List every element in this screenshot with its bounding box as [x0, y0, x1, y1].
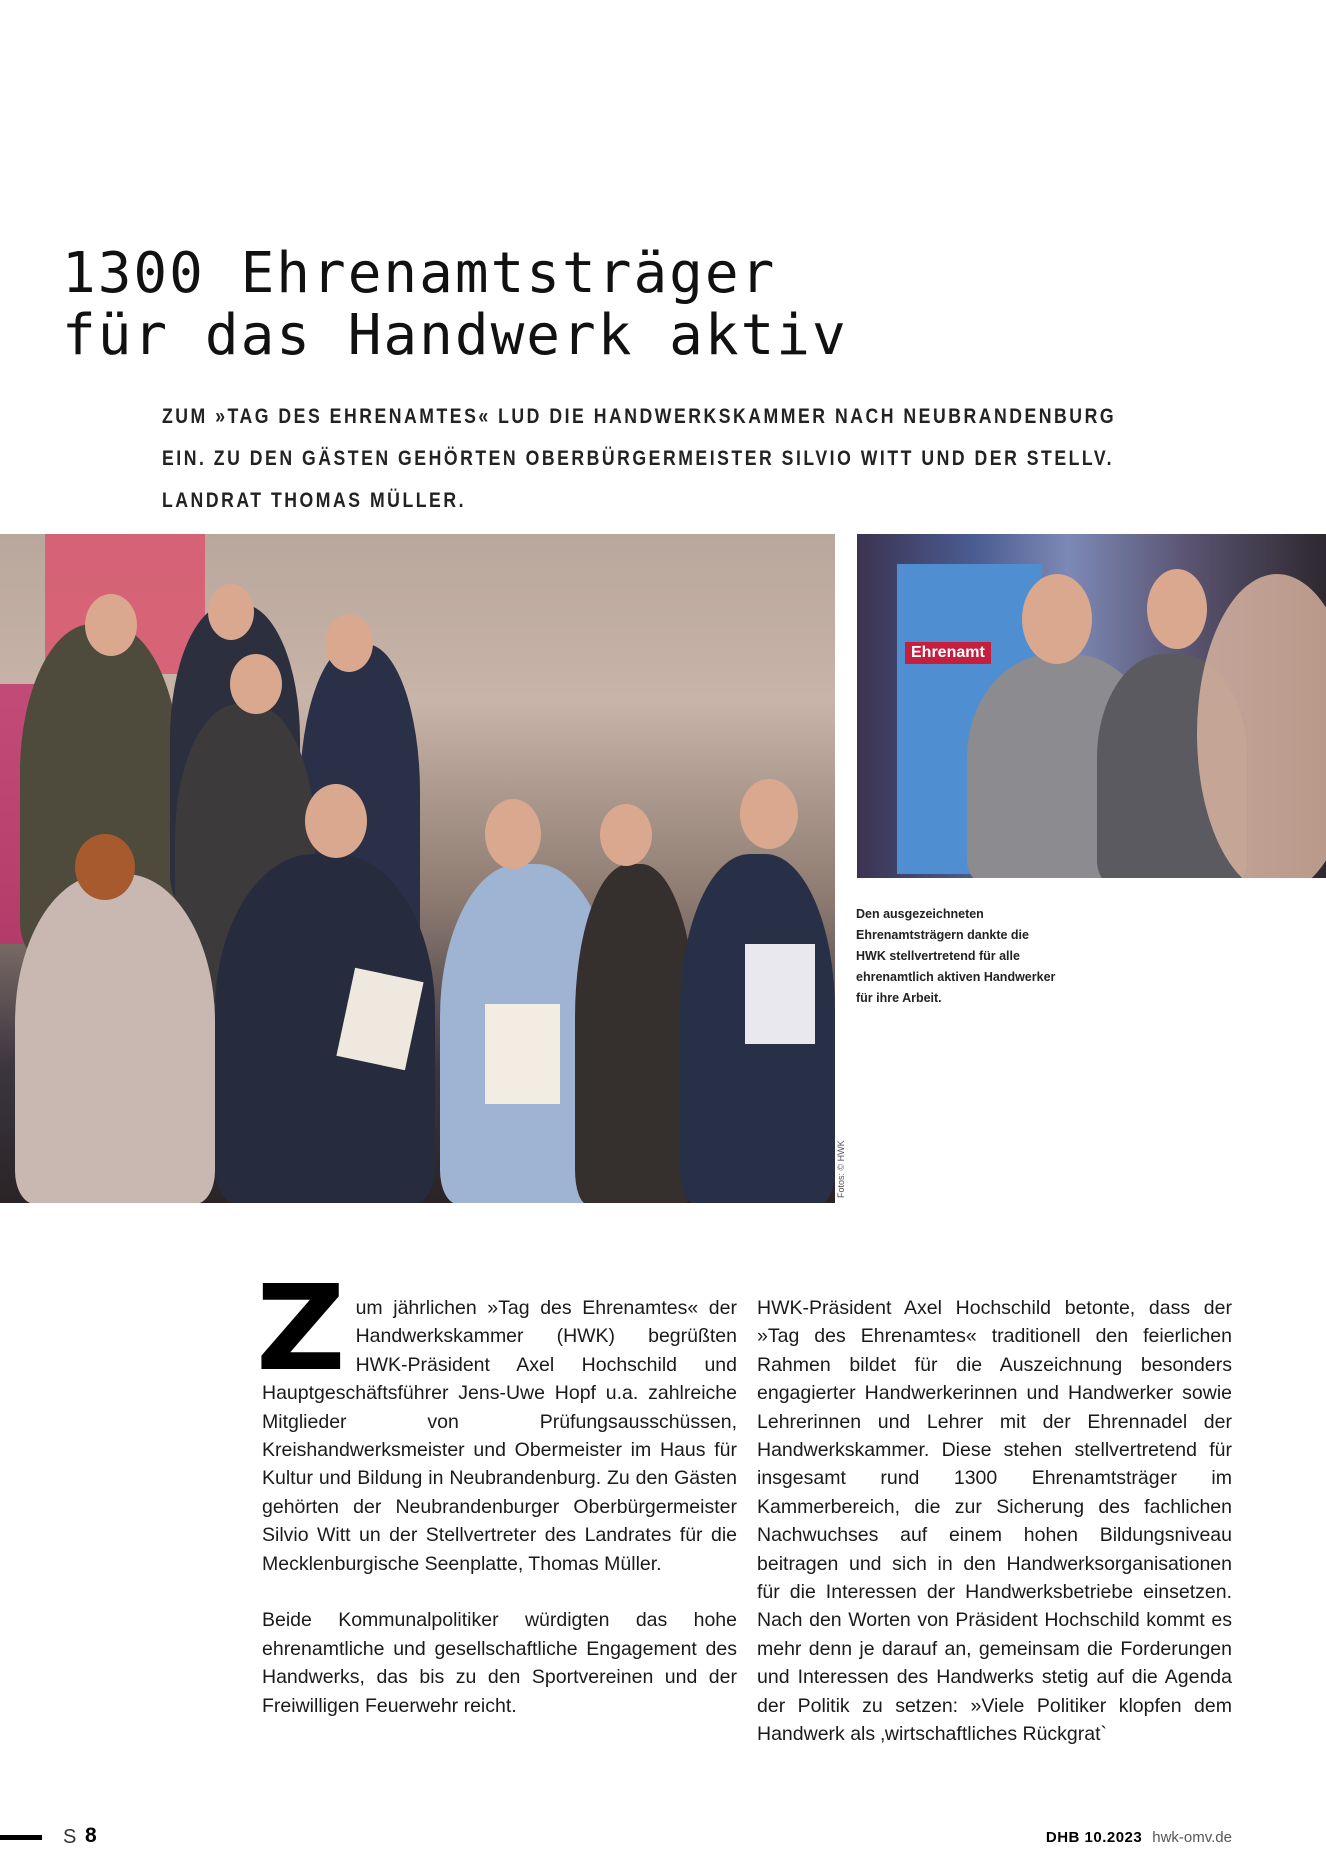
paragraph-3: HWK-Präsident Axel Hochschild betonte, dass der »Tag des Ehrenamtes« traditionell den feierlichen Rahmen bildet für die Auszeichnung besonders engagierter Handwerkerinnen und Handwerker sowie Lehrerinnen und Lehrer mit der Ehrennadel der Handwerkskammer. Diese stehen stellvertretend für insgesamt rund 1300 Ehrenamtsträger im Kammerbereich, die zur Sicherung des fachlichen Nachwuchses auf einem hohen Bildungsniveau beitragen und sich in den Handwerksorganisationen für die Interessen der Handwerksbetriebe einsetzen. Nach den Worten von Präsident Hochschild kommt es mehr denn je darauf an, gemeinsam die Forderungen und Interessen des Handwerks stetig auf die Agenda der Politik zu setzen: »Viele Politiker klopfen dem Handwerk als ‚wirtschaftliches Rückgrat` — [757, 1297, 1232, 1746]
paragraph-1-text: um jährlichen »Tag des Ehrenamtes« der Handwerkskammer (HWK) begrüßten HWK-Präsident Axel Hochschild und Hauptgeschäftsführer Jens-Uwe Hopf u.a. zahlreiche Mitglieder von Prüfungsausschüssen, Kreishandwerksmeister und Obermeister im Haus für Kultur und Bildung in Neubrandenburg. Zu den Gästen gehörten der Neubrandenburger Oberbürgermeister Silvio Witt un der Stellvertreter des Landrates für die Mecklenburgische Seenplatte, Thomas Müller. — [262, 1297, 737, 1575]
website-label: hwk-omv.de — [1152, 1829, 1232, 1846]
footer-rule — [0, 1835, 42, 1840]
page-prefix: S — [63, 1826, 77, 1848]
footer-publication — [1046, 1829, 1232, 1846]
paragraph-2: Beide Kommunalpolitiker würdigten das hohe ehrenamtliche und gesellschaftliche Engagement des Handwerks, das bis zu den Sportvereinen und der Freiwilligen Feuerwehr reicht. — [262, 1609, 737, 1717]
body-column-left — [255, 1259, 737, 1748]
group-photo — [0, 534, 835, 1203]
article-lead: ZUM »TAG DES EHRENAMTES« LUD DIE HANDWERKSKAMMER NACH NEUBRANDENBURG EIN. ZU DEN GÄSTEN GEHÖRTEN OBERBÜRGERMEISTER SILVIO WITT UND DER STELLV. LANDRAT THOMAS MÜLLER. — [162, 405, 1117, 512]
photo-credit: Fotos: © HWK — [836, 1140, 846, 1198]
body-column-right — [757, 1294, 1232, 1777]
title-line-1: 1300 Ehrenamtsträger — [62, 241, 777, 306]
speech-photo — [857, 534, 1326, 878]
issue-label: DHB 10.2023 — [1045, 1829, 1143, 1846]
drop-cap: Z — [255, 1259, 346, 1397]
page-number: 8 — [85, 1824, 97, 1847]
photo-caption: Den ausgezeichneten Ehrenamtsträgern dankte die HWK stellvertretend für alle ehrenamtlich aktiven Handwerker für ihre Arbeit. — [856, 907, 1056, 1005]
banner-text: Ehrenamt — [905, 642, 991, 664]
article-title — [62, 243, 848, 367]
paragraph-1 — [255, 1259, 737, 1578]
title-line-2: für das Handwerk aktiv — [62, 303, 848, 368]
